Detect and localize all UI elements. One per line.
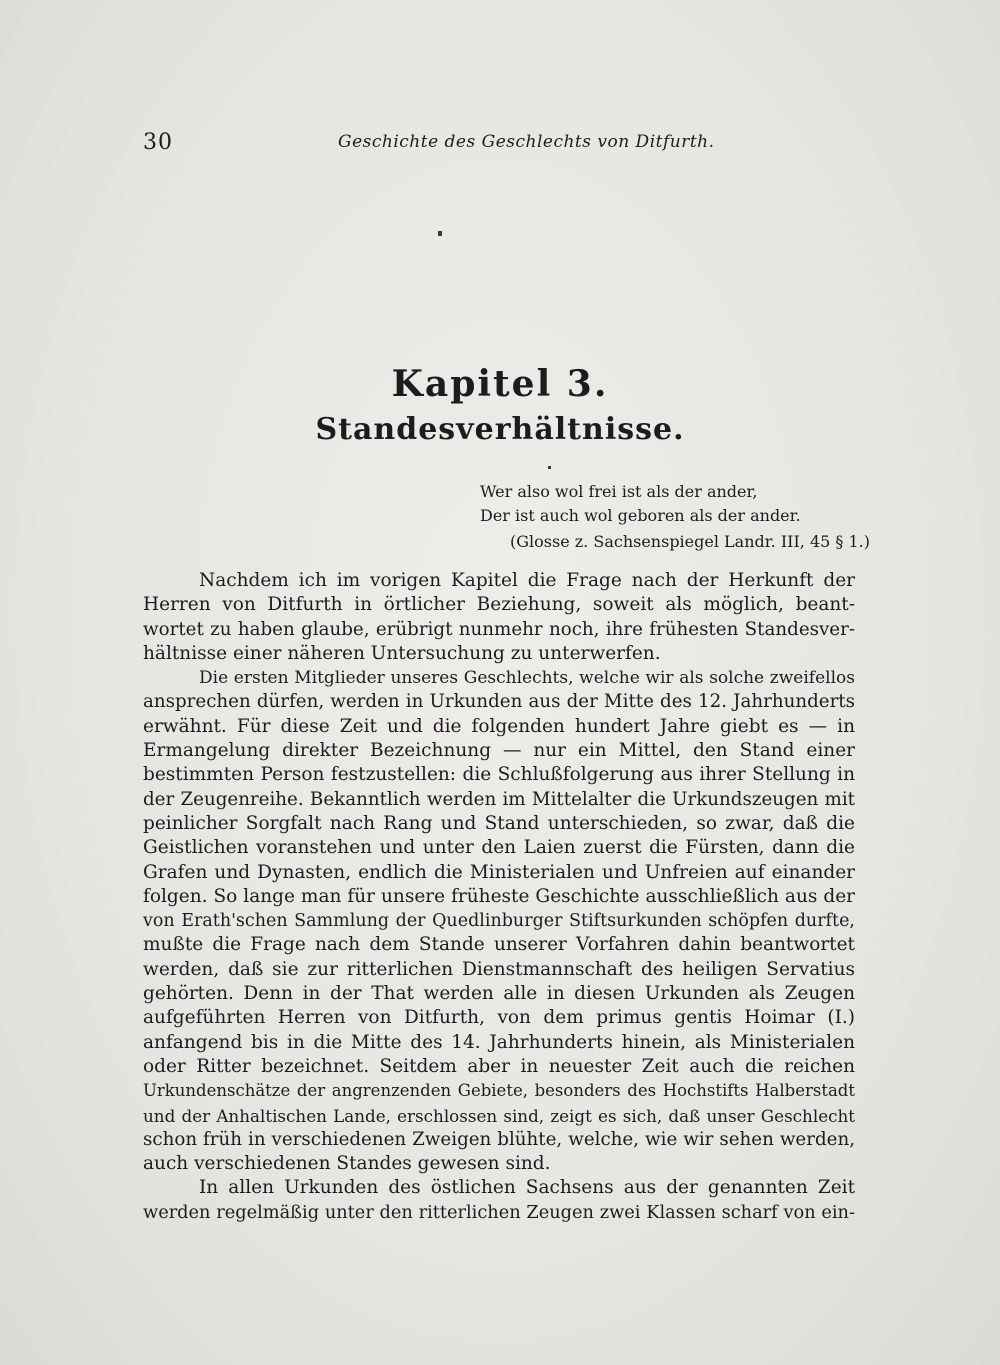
text-line: Urkundenschätze der angrenzenden Gebiete, besonders des Hochstifts Halberstadt [143,1081,855,1101]
text-line: der Zeugenreihe. Bekanntlich werden im Mittelalter die Urkundszeugen mit [143,788,855,810]
text-line: hältnisse einer näheren Untersuchung zu unterwerfen. [143,642,661,664]
text-line: werden regelmäßig unter den ritterlichen Zeugen zwei Klassen scharf von ein- [143,1202,855,1223]
running-head [143,130,858,160]
text-line: Geistlichen voranstehen und unter den Laien zuerst die Fürsten, dann die [143,837,855,859]
text-line: mußte die Frage nach dem Stande unserer Vorfahren dahin beantwortet [143,934,855,956]
text-line: und der Anhaltischen Lande, erschlossen sind, zeigt es sich, daß unser Geschlecht [143,1105,855,1126]
text-line: Grafen und Dynasten, endlich die Ministerialen und Unfreien auf einander [143,861,855,883]
chapter-number: Kapitel 3. [391,363,609,405]
text-line: Herren von Ditfurth in örtlicher Beziehung, soweit als möglich, beant- [143,594,855,616]
epigraph-line: Wer also wol frei ist als der ander, [480,482,758,501]
epigraph [480,480,880,554]
text-line: peinlicher Sorgfalt nach Rang und Stand unterschieden, so zwar, daß die [143,812,855,834]
text-line: bestimmten Person festzustellen: die Schlußfolgerung aus ihrer Stellung in [143,764,855,786]
text-line: Die ersten Mitglieder unseres Geschlechts, welche wir als solche zweifellos [199,668,855,689]
text-line: gehörten. Denn in der That werden alle in diesen Urkunden als Zeugen [143,983,855,1005]
text-line: aufgeführten Herren von Ditfurth, von dem primus gentis Hoimar (I.) [143,1007,855,1029]
page-number: 30 [143,130,173,155]
text-line: ansprechen dürfen, werden in Urkunden aus der Mitte des 12. Jahrhunderts [143,691,855,713]
text-line: folgen. So lange man für unsere früheste Geschichte ausschließlich aus der [143,885,855,907]
text-line: erwähnt. Für diese Zeit und die folgenden hundert Jahre giebt es — in [143,715,855,737]
text-line: In allen Urkunden des östlichen Sachsens aus der genannten Zeit [199,1177,855,1199]
text-line: auch verschiedenen Standes gewesen sind. [143,1153,551,1175]
epigraph-source: (Glosse z. Sachsenspiegel Landr. III, 45 § 1.) [510,532,870,551]
epigraph-line: Der ist auch wol geboren als der ander. [480,506,801,525]
chapter-title: Standesverhältnisse. [315,412,685,447]
text-line: anfangend bis in die Mitte des 14. Jahrhunderts hinein, als Ministerialen [143,1031,855,1053]
text-line: von Erath'schen Sammlung der Quedlinburger Stiftsurkunden schöpfen durfte, [143,911,855,932]
running-title: Geschichte des Geschlechts von Ditfurth. [338,132,715,152]
text-line: schon früh in verschiedenen Zweigen blühte, welche, wie wir sehen werden, [143,1128,855,1150]
body-text [143,569,855,1225]
text-line: oder Ritter bezeichnet. Seitdem aber in neuester Zeit auch die reichen [143,1055,855,1077]
ink-speck [548,466,551,469]
text-line: wortet zu haben glaube, erübrigt nunmehr noch, ihre frühesten Standesver- [143,618,855,640]
text-line: werden, daß sie zur ritterlichen Dienstmannschaft des heiligen Servatius [143,958,855,980]
text-line: Nachdem ich im vorigen Kapitel die Frage nach der Herkunft der [199,570,855,591]
ink-speck [438,231,442,236]
text-line: Ermangelung direkter Bezeichnung — nur ein Mittel, den Stand einer [143,740,855,762]
